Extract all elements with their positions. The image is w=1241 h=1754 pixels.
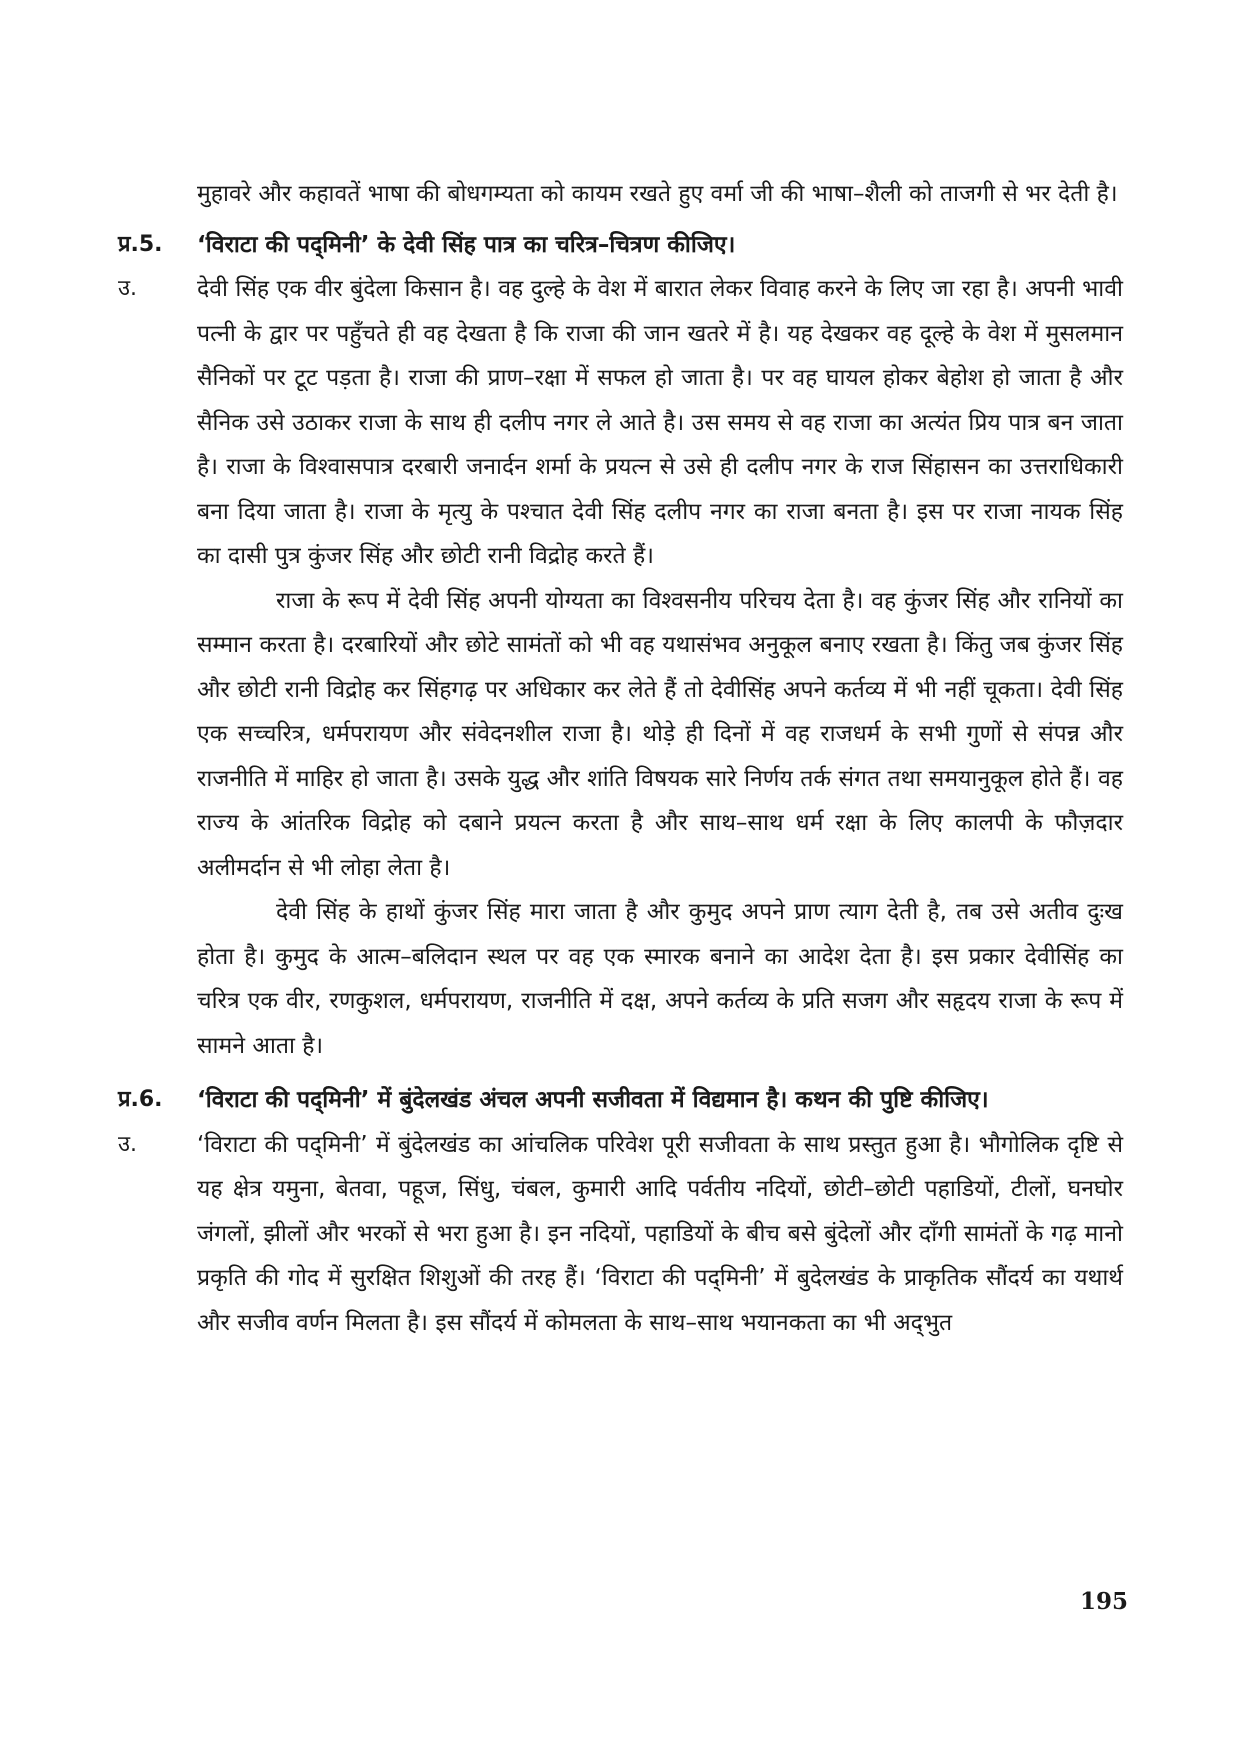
- answer-5-paragraph-1: देवी सिंह एक वीर बुंदेला किसान है। वह दुल्हे के वेश में बारात लेकर विवाह करने के लिए जा रहा है। अपनी भावी पत्नी के द्वार पर पहुँचते ही वह देखता है कि राजा की जान खतरे में है। यह देखकर वह दूल्हे के वेश में मुसलमान सैनिकों पर टूट पड़ता है। राजा की प्राण–रक्षा में सफल हो जाता है। पर वह घायल होकर बेहोश हो जाता है और सैनिक उसे उठाकर राजा के साथ ही दलीप नगर ले आते है। उस समय से वह राजा का अत्यंत प्रिय पात्र बन जाता है। राजा के विश्वासपात्र दरबारी जनार्दन शर्मा के प्रयत्न से उसे ही दलीप नगर के राज सिंहासन का उत्तराधिकारी बना दिया जाता है। राजा के मृत्यु के पश्चात देवी सिंह दलीप नगर का राजा बनता है। इस पर राजा नायक सिंह का दासी पुत्र कुंजर सिंह और छोटी रानी विद्रोह करते हैं।: [197, 276, 1123, 569]
- answer-6-paragraph-1: ‘विराटा की पद्‌मिनी’ में बुंदेलखंड का आंचलिक परिवेश पूरी सजीवता के साथ प्रस्तुत हुआ है। भौगोलिक दृष्टि से यह क्षेत्र यमुना, बेतवा, पहूज, सिंधु, चंबल, कुमारी आदि पर्वतीय नदियों, छोटी–छोटी पहाडियों, टीलों, घनघोर जंगलों, झीलों और भरकों से भरा हुआ है। इन नदियों, पहाडियों के बीच बसे बुंदेलों और दाँगी सामंतों के गढ़ मानो प्रकृति की गोद में सुरक्षित शिशुओं की तरह हैं। ‘विराटा की पद्‌मिनी’ में बुदेलखंड के प्राकृतिक सौंदर्य का यथार्थ और सजीव वर्णन मिलता है। इस सौंदर्य में कोमलता के साथ–साथ भयानकता का भी अद्‌भुत: [197, 1131, 1123, 1336]
- answer-5-paragraph-2: राजा के रूप में देवी सिंह अपनी योग्यता का विश्वसनीय परिचय देता है। वह कुंजर सिंह और रानियों का सम्मान करता है। दरबारियों और छोटे सामंतों को भी वह यथासंभव अनुकूल बनाए रखता है। किंतु जब कुंजर सिंह और छोटी रानी विद्रोह कर सिंहगढ़ पर अधिकार कर लेते हैं तो देवीसिंह अपने कर्तव्य में भी नहीं चूकता। देवी सिंह एक सच्चरित्र, धर्मपरायण और संवेदनशील राजा है। थोड़े ही दिनों में वह राजधर्म के सभी गुणों से संपन्न और राजनीति में माहिर हो जाता है। उसके युद्ध और शांति विषयक सारे निर्णय तर्क संगत तथा समयानुकूल होते हैं। वह राज्य के आंतरिक विद्रोह को दबाने प्रयत्न करता है और साथ–साथ धर्म रक्षा के लिए कालपी के फौज़दार अलीमर्दान से भी लोहा लेता है।: [197, 587, 1123, 881]
- page-number: 195: [1080, 1588, 1129, 1615]
- answer-5-label: उ.: [118, 276, 138, 301]
- page-content: [118, 172, 1123, 1345]
- answer-5-paragraph-3: देवी सिंह के हाथों कुंजर सिंह मारा जाता है और कुमुद अपने प्राण त्याग देती है, तब उसे अतीव दुःख होता है। कुमुद के आत्म–बलिदान स्थल पर वह एक स्मारक बनाने का आदेश देता है। इस प्रकार देवीसिंह का चरित्र एक वीर, रणकुशल, धर्मपरायण, राजनीति में दक्ष, अपने कर्तव्य के प्रति सजग और सहृदय राजा के रूप में सामने आता है।: [197, 899, 1123, 1059]
- intro-paragraph: मुहावरे और कहावतें भाषा की बोधगम्यता को कायम रखते हुए वर्मा जी की भाषा–शैली को ताजगी से भर देती है।: [197, 181, 1118, 207]
- question-5-label: प्र.5.: [118, 231, 163, 257]
- answer-5: [118, 267, 1123, 1068]
- question-5: [118, 223, 1123, 268]
- question-6: [118, 1078, 1123, 1123]
- question-6-text: ‘विराटा की पद्‌मिनी’ में बुंदेलखंड अंचल अपनी सजीवता में विद्यमान है। कथन की पुष्टि कीजिए।: [197, 1087, 989, 1113]
- answer-6: [118, 1123, 1123, 1346]
- question-6-label: प्र.6.: [118, 1087, 163, 1112]
- question-5-text: ‘विराटा की पद्‌मिनी’ के देवी सिंह पात्र का चरित्र–चित्रण कीजिए।: [197, 231, 736, 258]
- answer-6-label: उ.: [118, 1131, 138, 1157]
